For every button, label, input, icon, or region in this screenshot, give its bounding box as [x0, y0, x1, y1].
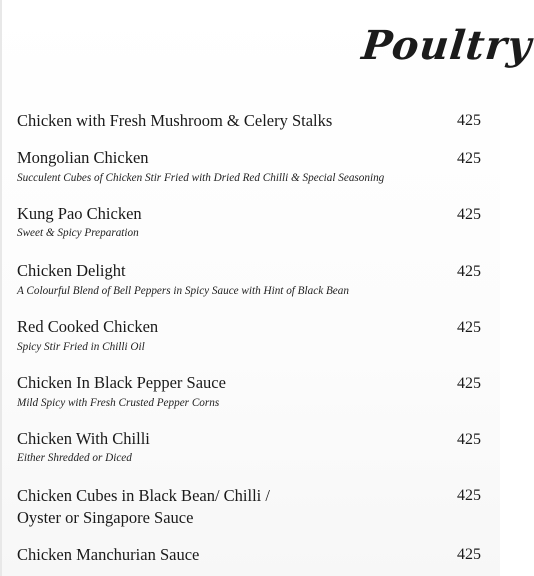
menu-item-name: Chicken Cubes in Black Bean/ Chilli /: [17, 486, 270, 505]
menu-item-price: 425: [457, 150, 481, 167]
menu-item-name: Kung Pao Chicken: [17, 204, 142, 223]
menu-item-name: Chicken In Black Pepper Sauce: [17, 373, 226, 392]
menu-item-price: 425: [457, 546, 481, 563]
menu-item-description: Mild Spicy with Fresh Crusted Pepper Corns: [17, 397, 220, 409]
menu-item-description: Sweet & Spicy Preparation: [17, 227, 139, 239]
menu-item-price: 425: [457, 431, 481, 448]
menu-item-description: A Colourful Blend of Bell Peppers in Spicy Sauce with Hint of Black Bean: [17, 285, 349, 297]
menu-item-name: Chicken Delight: [17, 261, 126, 280]
menu-item-description: Either Shredded or Diced: [17, 452, 132, 464]
menu-item-name: Chicken Manchurian Sauce: [17, 545, 200, 564]
menu-item-name: Mongolian Chicken: [17, 148, 149, 167]
menu-item-price: 425: [457, 487, 481, 504]
menu-item-price: 425: [457, 319, 481, 336]
menu-item-price: 425: [457, 112, 481, 129]
menu-item-name: Chicken with Fresh Mushroom & Celery Stalks: [17, 111, 333, 130]
section-title: Poultry: [359, 22, 534, 69]
page-edge: [0, 0, 2, 576]
menu-item-price: 425: [457, 263, 481, 280]
menu-item-name: Chicken With Chilli: [17, 429, 150, 448]
menu-item-description: Spicy Stir Fried in Chilli Oil: [17, 341, 145, 353]
menu-item-description: Succulent Cubes of Chicken Stir Fried with Dried Red Chilli & Special Seasoning: [17, 172, 385, 184]
menu-item-price: 425: [457, 206, 481, 223]
menu-item-name: Red Cooked Chicken: [17, 317, 159, 336]
menu-item-price: 425: [457, 375, 481, 392]
menu-item-name-line2: Oyster or Singapore Sauce: [17, 508, 194, 527]
